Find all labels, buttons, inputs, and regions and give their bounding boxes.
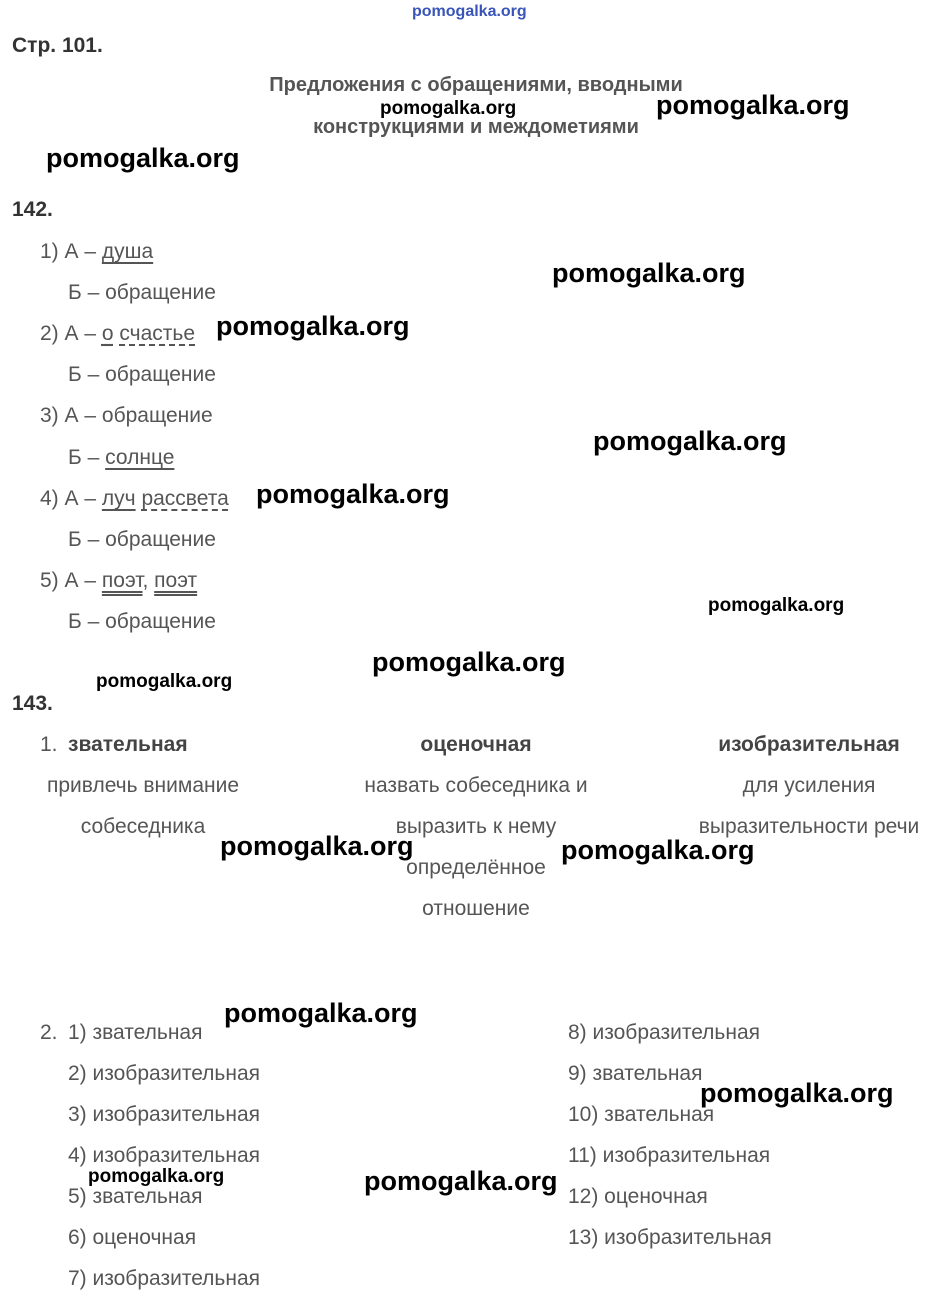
list-item: 3) изобразительная: [68, 1103, 261, 1126]
watermark: pomogalka.org: [700, 1078, 894, 1108]
col2-heading: оценочная: [420, 733, 532, 756]
watermark: pomogalka.org: [46, 143, 240, 173]
ex142-item3-b: Б – солнце: [68, 446, 175, 469]
ex142-item2-b: Б – обращение: [68, 363, 216, 386]
col1-line: привлечь внимание: [46, 774, 239, 797]
list-item: 1) звательная: [68, 1021, 203, 1044]
watermark: pomogalka.org: [552, 258, 746, 288]
col1-line: собеседника: [80, 815, 206, 838]
col3-line: выразительности речи: [698, 815, 920, 838]
underlined-word: луч: [101, 487, 136, 510]
underlined-word: поэт: [154, 569, 198, 592]
ex143-part1-prefix: 1.: [40, 733, 58, 756]
watermark: pomogalka.org: [256, 479, 450, 509]
watermark: pomogalka.org: [380, 98, 517, 119]
section-heading-line1: Предложения с обращениями, вводными: [269, 74, 683, 96]
col2-line: выразить к нему: [395, 815, 557, 838]
list-item: 8) изобразительная: [568, 1021, 761, 1044]
page-label: Стр. 101.: [12, 34, 103, 57]
underlined-word: рассвета: [141, 487, 229, 510]
list-item: 11) изобразительная: [568, 1144, 771, 1167]
list-item: 12) оценочная: [568, 1185, 708, 1208]
list-item: 5) звательная: [68, 1185, 203, 1208]
watermark: pomogalka.org: [224, 998, 418, 1028]
ex142-item3-a: 3) А – обращение: [40, 404, 213, 427]
col3-heading: изобразительная: [718, 733, 900, 756]
ex142-item5-a: 5) А – поэт, поэт: [40, 569, 198, 592]
watermark: pomogalka.org: [216, 311, 410, 341]
ex142-item4-b: Б – обращение: [68, 528, 216, 551]
watermark: pomogalka.org: [372, 647, 566, 677]
list-item: 13) изобразительная: [568, 1226, 772, 1249]
ex142-item1-a: 1) А – душа: [40, 240, 154, 263]
list-item: 6) оценочная: [68, 1226, 197, 1249]
list-item: 7) изобразительная: [68, 1267, 261, 1290]
underlined-word: о: [101, 322, 114, 345]
underlined-word: счастье: [119, 322, 196, 345]
col2-line: определённое: [406, 856, 546, 879]
underlined-word: поэт: [101, 569, 143, 592]
underlined-word: душа: [101, 240, 154, 263]
watermark: pomogalka.org: [561, 835, 755, 865]
section-heading-line2: конструкциями и междометиями: [313, 116, 639, 138]
list-item: 10) звательная: [568, 1103, 715, 1126]
exercise-143-number: 143.: [12, 692, 53, 715]
watermark: pomogalka.org: [88, 1166, 225, 1187]
watermark: pomogalka.org: [96, 671, 233, 692]
exercise-142-number: 142.: [12, 198, 53, 221]
list-item: 2) изобразительная: [68, 1062, 261, 1085]
ex142-item1-b: Б – обращение: [68, 281, 216, 304]
list-item: 4) изобразительная: [68, 1144, 261, 1167]
col2-line: назвать собеседника и: [364, 774, 588, 797]
col2-line: отношение: [422, 897, 530, 920]
top-watermark: pomogalka.org: [412, 3, 527, 20]
watermark: pomogalka.org: [364, 1166, 558, 1196]
ex142-item2-a: 2) А – о счастье: [40, 322, 196, 345]
ex143-part2-prefix: 2.: [40, 1021, 58, 1044]
underlined-word: солнце: [105, 446, 175, 469]
ex142-item5-b: Б – обращение: [68, 610, 216, 633]
watermark: pomogalka.org: [708, 595, 845, 616]
watermark: pomogalka.org: [656, 90, 850, 120]
col3-line: для усиления: [742, 774, 876, 797]
ex142-item4-a: 4) А – луч рассвета: [40, 487, 229, 510]
list-item: 9) звательная: [568, 1062, 703, 1085]
col1-heading: звательная: [68, 733, 188, 756]
watermark: pomogalka.org: [593, 426, 787, 456]
watermark: pomogalka.org: [220, 831, 414, 861]
